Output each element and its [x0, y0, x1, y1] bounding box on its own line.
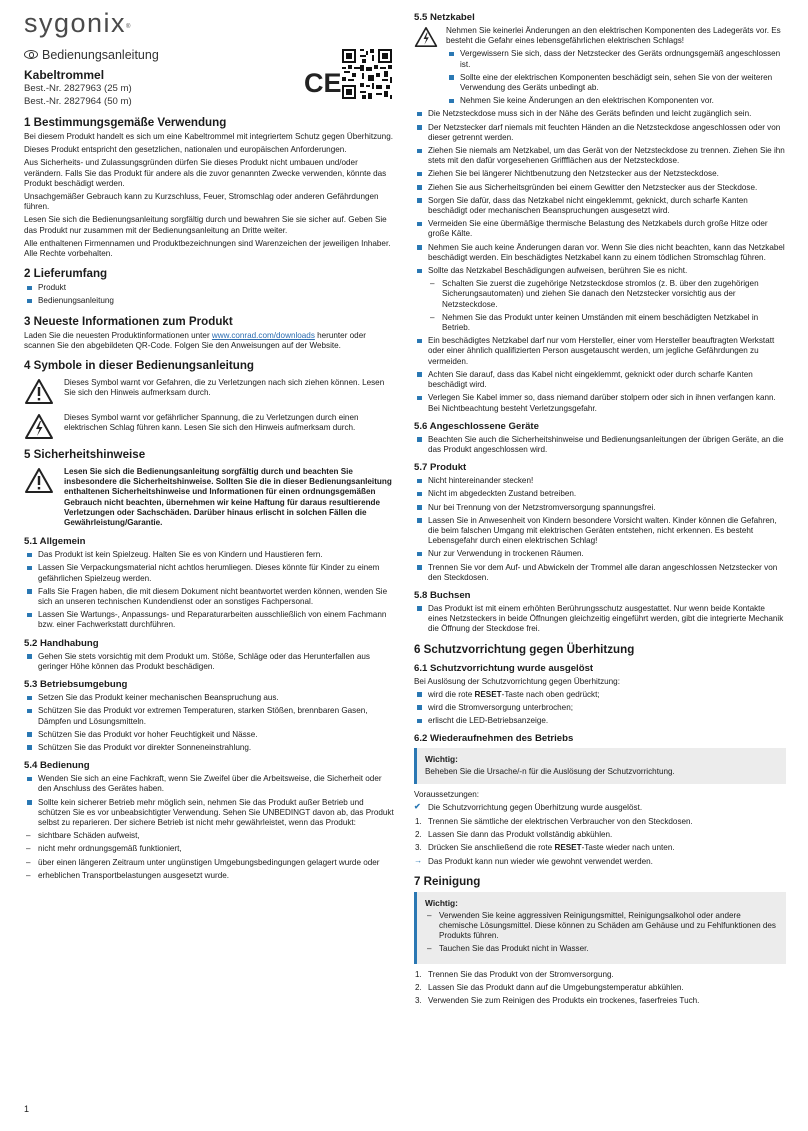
downloads-link[interactable]: www.conrad.com/downloads [211, 330, 315, 340]
sockets-list [414, 604, 786, 635]
page-number: 1 [24, 1104, 30, 1114]
s3-para: Laden Sie die neuesten Produktinformationen unter www.conrad.com/downloads herunter oder scannen Sie den abgebildeten QR-Code. Folgen Sie den Anweisungen auf der Website. [24, 330, 366, 350]
s1-para: Unsachgemäßer Gebrauch kann zu Kurzschluss, Feuer, Stromschlag oder anderen Gefährdungen führen. [24, 192, 379, 212]
list-item: Ziehen Sie niemals am Netzkabel, um das Gerät von der Netzsteckdose zu trennen. Ziehen Sie ihn stets mit den dafür vorgesehenen Griffflächen aus der Netzsteckdose. [414, 146, 786, 166]
qr-code-icon [342, 49, 392, 99]
cleaning-important-box [414, 892, 786, 964]
power-cable-list [414, 109, 786, 413]
list-item: Verlegen Sie Kabel immer so, dass niemand darüber stolpern oder sich in ihnen verfangen kann. Bei Nichtbeachtung besteht Verletzungsgefahr. [414, 393, 786, 413]
list-item: – erheblichen Transportbelastungen ausgesetzt wurde. [24, 871, 396, 881]
list-item: Nicht hintereinander stecken! [414, 476, 786, 486]
list-item: wird die Stromversorgung unterbrochen; [414, 703, 786, 713]
scope-list [24, 283, 396, 306]
warning-triangle-icon [24, 467, 54, 494]
list-item: Nur zur Verwendung in trockenen Räumen. [414, 549, 786, 559]
list-item: 3. Verwenden Sie zum Reinigen des Produkts ein trockenes, faserfreies Tuch. [415, 996, 700, 1005]
result-item: → Das Produkt kann nun wieder wie gewohnt verwendet werden. [414, 855, 653, 866]
s1-para: Bei diesem Produkt handelt es sich um eine Kabeltrommel mit integriertem Schutz gegen Überhitzung. [24, 132, 393, 141]
list-item: wird die rote RESET-Taste nach oben gedrückt; [414, 690, 786, 700]
list-item: Falls Sie Fragen haben, die mit diesem Dokument nicht beantwortet werden können, wenden Sie sich an unseren technischen Kundendienst oder an sonstiges Fachpersonal. [24, 587, 396, 607]
list-item: 1. Trennen Sie sämtliche der elektrischen Verbraucher von den Steckdosen. [415, 816, 693, 826]
list-item: – sichtbare Schäden aufweist, [24, 831, 396, 841]
power-warning-text: Nehmen Sie keinerlei Änderungen an den elektrischen Komponenten des Ladegeräts vor. Es besteht die Gefahr eines lebensgefährlichen elektrischen Schlags! [446, 26, 781, 46]
section-5-2-heading: 5.2 Handhabung [24, 637, 99, 649]
section-5-6-heading: 5.6 Angeschlossene Geräte [414, 420, 539, 432]
list-item: Nicht im abgedeckten Zustand betreiben. [414, 489, 786, 499]
list-item: Schützen Sie das Produkt vor direkter Sonneneinstrahlung. [24, 743, 396, 753]
list-item: Sollte das Netzkabel Beschädigungen aufweisen, berühren Sie es nicht. – Schalten Sie zuerst die zugehörige Netzsteckdose stromlos (z. B. über den zugehörigen Sicherungsautomaten) und ziehen Sie danach den Netzstecker vorsichtig aus der Netzsteckdose. – Nehmen Sie das Produkt unter keinen Umständen mit einem beschädigten Netzkabel in Betrieb. [414, 266, 786, 333]
s61-intro: Bei Auslösung der Schutzvorrichtung gegen Überhitzung: [414, 676, 620, 686]
brand-logo: sygonix® [24, 8, 132, 38]
order-number-1: Best.-Nr. 2827963 (25 m) [24, 83, 132, 94]
list-item: Lassen Sie Wartungs-, Anpassungs- und Reparaturarbeiten ausschließlich von einem Fachmann bzw. einer Fachwerkstatt durchführen. [24, 610, 396, 630]
s1-para: Dieses Produkt entspricht den gesetzlichen, nationalen und europäischen Anforderungen. [24, 145, 347, 155]
list-item: Nur bei Trennung von der Netzstromversorgung spannungsfrei. [414, 503, 786, 513]
handling-list [24, 652, 396, 672]
power-warning-list [446, 49, 786, 106]
section-6-1-heading: 6.1 Schutzvorrichtung wurde ausgelöst [414, 662, 594, 674]
list-item: Bedienungsanleitung [24, 296, 396, 306]
list-item: Gehen Sie stets vorsichtig mit dem Produkt um. Stöße, Schläge oder das Herunterfallen aus geringer Höhe können das Produkt beschädigen. [24, 652, 396, 672]
important-box [414, 748, 786, 783]
voltage-warning-icon [24, 413, 54, 440]
symbol-2-text: Dieses Symbol warnt vor gefährlicher Spannung, die zu Verletzungen durch einen elektrischen Schlag führen kann. Lesen Sie sich den Hinweis aufmerksam durch. [64, 413, 359, 433]
section-4-heading: 4 Symbole in dieser Bedienungsanleitung [24, 359, 254, 373]
list-item: Trennen Sie vor dem Auf- und Abwickeln der Trommel alle daran angeschlossen Netzstecker von den Steckdosen. [414, 563, 786, 583]
list-item: Schützen Sie das Produkt vor extremen Temperaturen, starken Stößen, brennbaren Gasen, Dämpfen und Lösungsmitteln. [24, 706, 396, 726]
operation-dash-list [24, 831, 396, 881]
section-1-heading: 1 Bestimmungsgemäße Verwendung [24, 116, 227, 129]
svg-text:CE: CE [304, 68, 342, 98]
connected-devices-list [414, 435, 786, 455]
manual-label: Bedienungsanleitung [24, 48, 396, 63]
list-item: Vergewissern Sie sich, dass der Netzstecker des Geräts ordnungsgemäß angeschlossen ist. [446, 49, 786, 69]
section-5-5-heading: 5.5 Netzkabel [414, 12, 475, 23]
section-5-1-heading: 5.1 Allgemein [24, 536, 86, 548]
list-item: 1. Trennen Sie das Produkt von der Stromversorgung. [415, 969, 614, 979]
section-5-7-heading: 5.7 Produkt [414, 462, 467, 474]
safety-intro-text: Lesen Sie sich die Bedienungsanleitung sorgfältig durch und beachten Sie insbesondere die Sicherheitshinweise. Sollten Sie die in dieser Bedienungsanleitung enthaltenen Sicherheitshinweise und Informationen für einen ordnungsgemäßen Gebrauch nicht beachten, übernehmen wir keine Haftung für daraus resultierende Verletzungen oder Sachschäden. Darüber hinaus erlischt in solchen Fällen die Gewährleistung/Garantie. [64, 467, 392, 528]
list-item: – Schalten Sie zuerst die zugehörige Netzsteckdose stromlos (z. B. über den zugehörigen Sicherungsautomaten) und ziehen Sie danach den Netzstecker vorsichtig aus der Netzsteckdose. [428, 279, 786, 310]
s1-para: Aus Sicherheits- und Zulassungsgründen dürfen Sie dieses Produkt nicht umbauen und/oder verändern. Falls Sie das Produkt für andere als die zuvor genannten Zwecke verwenden, könnte das Produkt beschädigt werden. [24, 158, 387, 188]
list-item: – Verwenden Sie keine aggressiven Reinigungsmittel, Reinigungsalkohol oder andere chemische Lösungsmittel. Diese können zu Schäden am Gehäuse und zu Fehlfunktionen des Produkts führen. [425, 911, 778, 942]
operation-list [24, 774, 396, 828]
eye-icon [24, 50, 38, 59]
left-column [24, 8, 396, 884]
resume-steps [414, 817, 786, 854]
list-item: Ein beschädigtes Netzkabel darf nur vom Hersteller, einer vom Hersteller beauftragten Werkstatt oder einer ähnlich qualifizierten Person ausgetauscht werden, um jegliche Gefährdungen zu vermeiden. [414, 336, 786, 367]
product-list [414, 476, 786, 583]
list-item: Lassen Sie in Anwesenheit von Kindern besondere Vorsicht walten. Kinder können die Gefahren, die beim falschen Umgang mit elektrischen Geräten entstehen, nicht erkennen. Es besteht Lebensgefahr durch einen elektrischen Schlag! [414, 516, 786, 547]
list-item: Ziehen Sie bei längerer Nichtbenutzung den Netzstecker aus der Netzsteckdose. [414, 169, 786, 179]
s1-para: Lesen Sie sich die Bedienungsanleitung sorgfältig durch und bewahren Sie sie sicher auf. Geben Sie das Produkt nur zusammen mit der Bedienungsanleitung an Dritte weiter. [24, 215, 387, 235]
list-item: Sorgen Sie dafür, dass das Netzkabel nicht eingeklemmt, geknickt, durch scharfe Kanten beschädigt oder mechanischen Beanspruchungen ausgesetzt wird. [414, 196, 786, 216]
important-title: Wichtig: [425, 754, 458, 765]
list-item: – nicht mehr ordnungsgemäß funktioniert, [24, 844, 396, 854]
symbol-row [24, 413, 396, 440]
important-title: Wichtig: [425, 897, 458, 908]
voltage-warning-icon [414, 26, 438, 48]
list-item: Setzen Sie das Produkt keiner mechanischen Beanspruchung aus. [24, 693, 396, 703]
section-5-4-heading: 5.4 Bedienung [24, 760, 90, 772]
right-column [414, 8, 786, 1009]
list-item: Lassen Sie Verpackungsmaterial nicht achtlos herumliegen. Dieses könnte für Kinder zu einem gefährlichen Spielzeug werden. [24, 563, 396, 583]
list-item: Ziehen Sie aus Sicherheitsgründen bei einem Gewitter den Netzstecker aus der Steckdose. [414, 183, 786, 193]
arrow-right-icon: → [414, 855, 423, 865]
symbol-row [24, 378, 396, 405]
s1-para: Alle enthaltenen Firmennamen und Produktbezeichnungen sind Warenzeichen der jeweiligen Inhaber. Alle Rechte vorbehalten. [24, 238, 391, 259]
product-title: Kabeltrommel [24, 68, 105, 82]
power-cable-warning [414, 26, 786, 109]
environment-list [24, 693, 396, 753]
list-item: – Nehmen Sie das Produkt unter keinen Umständen mit einem beschädigten Netzkabel in Betrieb. [428, 313, 786, 333]
safety-intro [24, 467, 396, 528]
prerequisite-item: ✔ Die Schutzvorrichtung gegen Überhitzung wurde ausgelöst. [414, 801, 643, 812]
list-item: erlischt die LED-Betriebsanzeige. [414, 716, 786, 726]
list-item: Das Produkt ist kein Spielzeug. Halten Sie es von Kindern und Haustieren fern. [24, 550, 396, 560]
list-item: Schützen Sie das Produkt vor hoher Feuchtigkeit und Nässe. [24, 730, 396, 740]
symbol-1-text: Dieses Symbol warnt vor Gefahren, die zu Verletzungen nach sich ziehen können. Lesen Sie sich den Hinweis aufmerksam durch. [64, 378, 385, 398]
section-3-heading: 3 Neueste Informationen zum Produkt [24, 314, 233, 328]
list-item: – über einen längeren Zeitraum unter ungünstigen Umgebungsbedingungen gelagert wurde oder [24, 858, 396, 868]
section-2-heading: 2 Lieferumfang [24, 267, 108, 281]
list-item: Wenden Sie sich an eine Fachkraft, wenn Sie Zweifel über die Arbeitsweise, die Sicherheit oder den Anschluss des Gerätes haben. [24, 774, 396, 794]
prerequisites-label: Voraussetzungen: [414, 789, 480, 799]
section-5-3-heading: 5.3 Betriebsumgebung [24, 679, 128, 691]
list-item: 2. Lassen Sie das Produkt dann auf die Umgebungstemperatur abkühlen. [415, 982, 684, 992]
list-item: Beachten Sie auch die Sicherheitshinweise und Bedienungsanleitungen der übrigen Geräte, an die das Produkt angeschlossen wird. [414, 435, 786, 455]
list-item: 3. Drücken Sie anschließend die rote RESET-Taste wieder nach unten. [415, 843, 675, 853]
list-item: Das Produkt ist mit einem erhöhten Berührungsschutz ausgestattet. Nur wenn beide Kontakte eines Netzsteckers in beide Öffnungen gleichzeitig eingeführt werden, gibt die integrierte Mechanik die Öffnung der Steckdose frei. [414, 604, 786, 635]
list-item: Sollte kein sicherer Betrieb mehr möglich sein, nehmen Sie das Produkt außer Betrieb und schützen Sie es vor unbeabsichtigter Verwendung. Sehen Sie UNBEDINGT davon ab, das Produkt selbst zu reparieren. Der sichere Betrieb ist nicht mehr gewährleistet, wenn das Produkt: [24, 798, 396, 829]
list-item: Produkt [24, 283, 396, 293]
cleaning-steps [414, 970, 786, 1007]
list-item: – Tauchen Sie das Produkt nicht in Wasser. [425, 944, 778, 954]
list-item: Vermeiden Sie eine übermäßige thermische Belastung des Netzkabels durch große Hitze oder große Kälte. [414, 219, 786, 239]
cleaning-warning-list [425, 911, 778, 955]
order-number-2: Best.-Nr. 2827964 (50 m) [24, 95, 132, 107]
list-item: Sollte eine der elektrischen Komponenten beschädigt sein, sehen Sie von der weiteren Verwendung des Geräts unbedingt ab. [446, 73, 786, 93]
warning-triangle-icon [24, 378, 54, 405]
list-item: Nehmen Sie keine Änderungen an den elektrischen Komponenten vor. [446, 96, 786, 106]
list-item: Achten Sie darauf, dass das Kabel nicht eingeklemmt, geknickt oder durch scharfe Kanten beschädigt wird. [414, 370, 786, 390]
list-item: Der Netzstecker darf niemals mit feuchten Händen an die Netzsteckdose angeschlossen oder von dieser getrennt werden. [414, 123, 786, 143]
section-6-2-heading: 6.2 Wiederaufnehmen des Betriebs [414, 733, 574, 745]
section-6-heading: 6 Schutzvorrichtung gegen Überhitzung [414, 642, 635, 656]
list-item: 2. Lassen Sie dann das Produkt vollständig abkühlen. [415, 830, 613, 840]
section-7-heading: 7 Reinigung [414, 874, 481, 888]
trigger-list [414, 690, 786, 727]
damaged-cable-dash-list [428, 279, 786, 333]
important-text: Beheben Sie die Ursache/-n für die Auslösung der Schutzvorrichtung. [425, 767, 675, 777]
checkmark-icon: ✔ [414, 801, 421, 811]
list-item: Nehmen Sie auch keine Änderungen daran vor. Wenn Sie dies nicht beachten, kann das Netzkabel beschädigt werden. Ein beschädigtes Netzkabel kann zu einem tödlichen Stromschlag führen. [414, 243, 786, 263]
section-5-heading: 5 Sicherheitshinweise [24, 448, 146, 462]
section-5-8-heading: 5.8 Buchsen [414, 589, 471, 601]
general-list [24, 550, 396, 630]
list-item: Die Netzsteckdose muss sich in der Nähe des Geräts befinden und leicht zugänglich sein. [414, 109, 786, 119]
